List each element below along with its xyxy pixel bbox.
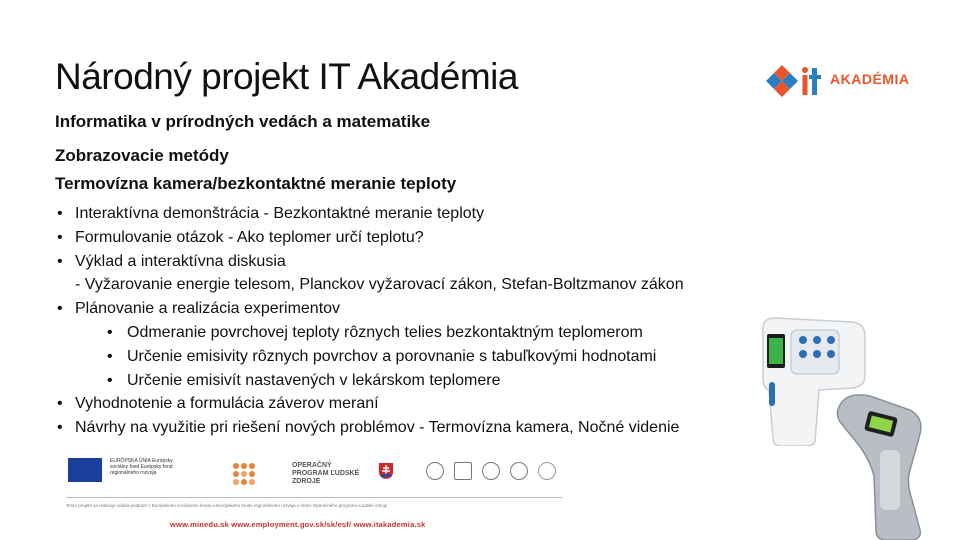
partner-seal-icon [426, 462, 444, 480]
bullet-icon: • [57, 395, 63, 413]
slide-subtitle: Informatika v prírodných vedách a matematike [55, 112, 431, 131]
section-heading: Zobrazovacie metódy [55, 146, 229, 165]
eu-flag-icon [68, 458, 102, 482]
footer-banner [62, 450, 564, 540]
list-item: • Vyhodnotenie a formulácia záverov meraní [55, 392, 775, 416]
partner-seal-icon [510, 462, 528, 480]
footer-links: www.minedu.sk www.employment.gov.sk/sk/esf/ www.itakademia.sk [170, 520, 426, 529]
list-item: • Interaktívna demonštrácia - Bezkontaktné meranie teploty [55, 202, 775, 226]
footer-divider [66, 497, 562, 498]
operational-program-logo-icon [230, 460, 286, 488]
bullet-icon: • [57, 419, 63, 437]
bullet-icon: • [57, 300, 63, 318]
bullet-icon: • [57, 205, 63, 222]
slovak-coat-of-arms-icon [378, 462, 394, 480]
partner-seal-icon [482, 462, 500, 480]
it-logo-icon [760, 60, 830, 102]
bullet-icon: • [107, 347, 113, 365]
thermometer-image-grey [830, 390, 940, 540]
topic-heading: Termovízna kamera/bezkontaktné meranie teploty [55, 174, 457, 193]
list-item: • Výklad a interaktívna diskusia [55, 250, 775, 274]
bullet-icon: • [57, 252, 63, 270]
sub-list-item: • Odmeranie povrchovej teploty rôznych telies bezkontaktným teplomerom [55, 321, 775, 345]
logo-text: AKADÉMIA [830, 71, 910, 87]
umb-logo-icon [538, 462, 556, 480]
bullet-list [55, 202, 775, 440]
footer-fine-print: Tento projekt sa realizuje vďaka podpore z Európskeho sociálneho fondu a Európskeho fondu regionálneho rozvoja v rámci Operačného programu Ľudské zdroje [66, 503, 388, 508]
it-akademia-logo [760, 60, 920, 102]
partner-logo-icon [454, 462, 472, 480]
bullet-icon: • [107, 323, 113, 341]
list-item: • Plánovanie a realizácia experimentov [55, 297, 775, 321]
list-item: • Návrhy na využitie pri riešení nových problémov - Termovízna kamera, Nočné videnie [55, 416, 775, 440]
list-item-continuation: - Vyžarovanie energie telesom, Planckov vyžarovací zákon, Stefan-Boltzmanov zákon [75, 276, 684, 294]
bullet-icon: • [107, 371, 113, 389]
list-item: • Formulovanie otázok - Ako teplomer určí teplotu? [55, 226, 775, 250]
sub-list-item: • Určenie emisivít nastavených v lekárskom teplomere [55, 369, 775, 393]
slide-title: Národný projekt IT Akadémia [55, 56, 518, 97]
op-text: OPERAČNÝ PROGRAM ĽUDSKÉ ZDROJE [292, 462, 360, 485]
sub-list-item: • Určenie emisivity rôznych povrchov a porovnanie s tabuľkovými hodnotami [55, 345, 775, 369]
bullet-icon: • [57, 228, 63, 246]
eu-text: EURÓPSKA ÚNIA Európsky sociálny fond Európsky fond regionálneho rozvoja [110, 458, 173, 476]
